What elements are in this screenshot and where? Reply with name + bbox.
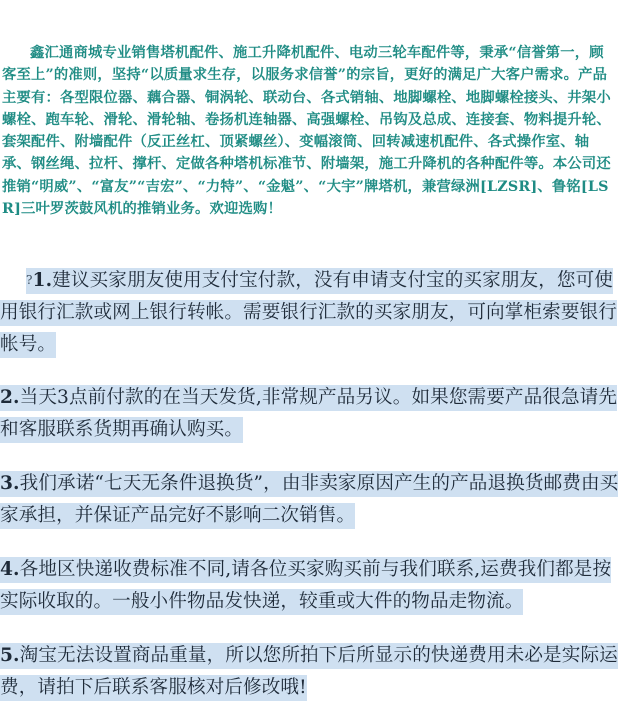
- notice-number: 3.: [0, 473, 20, 494]
- notice-text: 当天3点前付款的在当天发货,非常规产品另议。如果您需要产品很急请先和客服联系货期再确认购买。: [0, 387, 618, 440]
- purchase-notices: [0, 264, 620, 704]
- notice-item-2: [0, 382, 620, 446]
- notice-number: 5.: [0, 645, 20, 666]
- notice-text: 各地区快递收费标准不同,请各位买家购买前与我们联系,运费我们都是按实际收取的。一般小件物品发快递，较重或大件的物品走物流。: [0, 559, 612, 612]
- notice-item-5: [0, 640, 620, 704]
- notice-text: 淘宝无法设置商品重量，所以您所拍下后所显示的快递费用未必是实际运费，请拍下后联系客服核对后修改哦!: [0, 645, 618, 698]
- notice-item-1: [0, 264, 620, 361]
- notice-number: 4.: [0, 559, 20, 580]
- notice-text: 建议买家朋友使用支付宝付款，没有申请支付宝的买家朋友，您可使用银行汇款或网上银行转帐。需要银行汇款的买家朋友，可向掌柜索要银行帐号。: [0, 270, 617, 355]
- unknown-glyph-icon: ?: [26, 273, 33, 287]
- notice-number: 1.: [32, 270, 53, 291]
- notice-item-3: [0, 468, 620, 532]
- notice-number: 2.: [0, 387, 20, 408]
- company-intro: 鑫汇通商城专业销售塔机配件、施工升降机配件、电动三轮车配件等，秉承“信誉第一，顾客至上”的准则，坚持“以质量求生存，以服务求信誉”的宗旨，更好的满足广大客户需求。产品主要有：各型限位器、藕合器、铜涡轮、联动台、各式销轴、地脚螺栓、地脚螺栓接头、井架小螺栓、跑车轮、滑轮、滑轮轴、卷扬机连轴器、高强螺栓、吊钩及总成、连接套、物料提升轮、套架配件、附墙配件（反正丝杠、顶紧螺丝）、变幅滚筒、回转减速机配件、各式操作室、轴承、钢丝绳、拉杆、撑杆、定做各种塔机标准节、附墙架，施工升降机的各种配件等。本公司还推销“明威”、“富友”“吉宏”、“力特”、“金魁”、“大宇”牌塔机，兼营绿洲[LZSR]、鲁铭[LSR]三叶罗茨鼓风机的推销业务。欢迎选购！: [2, 45, 611, 218]
- notice-item-4: [0, 554, 620, 618]
- notice-text: 我们承诺“七天无条件退换货”，由非卖家原因产生的产品退换货邮费由买家承担，并保证产品完好不影响二次销售。: [0, 473, 619, 526]
